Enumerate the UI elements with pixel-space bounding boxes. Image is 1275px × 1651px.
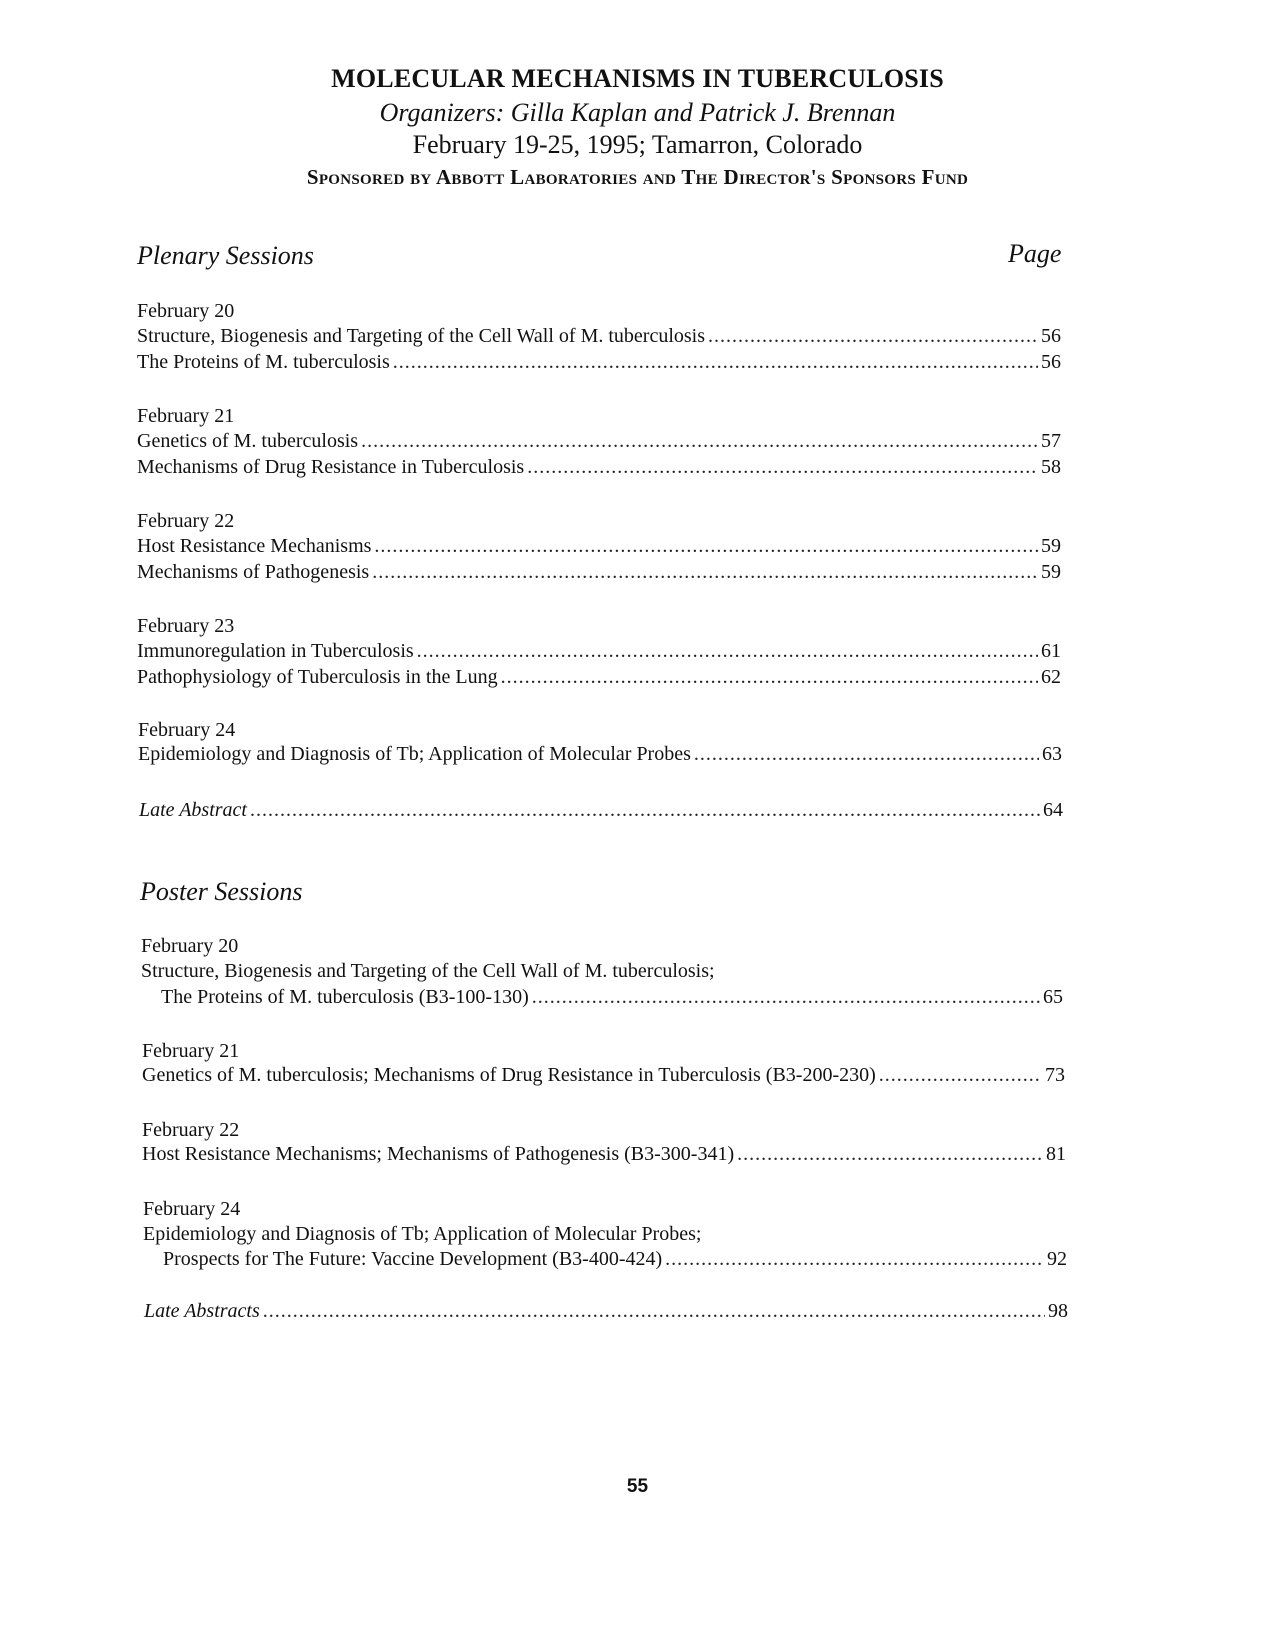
dot-leader — [393, 351, 1038, 374]
dot-leader — [665, 1248, 1044, 1271]
toc-entry-page: 92 — [1047, 1248, 1067, 1270]
dot-leader — [694, 743, 1039, 766]
toc-entry[interactable] — [163, 1248, 1067, 1271]
toc-entry[interactable] — [137, 430, 1061, 453]
toc-entry-title: Immunoregulation in Tuberculosis — [137, 640, 414, 662]
toc-entry-page: 63 — [1042, 743, 1062, 765]
dot-leader — [527, 456, 1038, 479]
toc-entry[interactable] — [137, 640, 1061, 663]
dot-leader — [374, 535, 1038, 558]
dot-leader — [361, 430, 1038, 453]
dot-leader — [250, 799, 1040, 822]
toc-entry-page: 62 — [1041, 666, 1061, 688]
plenary-sessions-heading: Plenary Sessions — [137, 241, 314, 270]
toc-entry-page: 59 — [1041, 535, 1061, 557]
toc-entry-page: 64 — [1043, 799, 1063, 821]
document-title: MOLECULAR MECHANISMS IN TUBERCULOSIS — [331, 64, 944, 93]
toc-entry-page: 56 — [1041, 351, 1061, 373]
toc-entry-late-abstracts[interactable] — [144, 1300, 1068, 1323]
plenary-date: February 24 — [138, 719, 236, 741]
dot-leader — [263, 1300, 1045, 1323]
dot-leader — [737, 1143, 1043, 1166]
plenary-date: February 22 — [137, 510, 235, 532]
toc-entry-page: 58 — [1041, 456, 1061, 478]
dot-leader — [879, 1064, 1042, 1087]
toc-entry[interactable] — [137, 535, 1061, 558]
toc-entry-page: 59 — [1041, 561, 1061, 583]
toc-entry-page: 73 — [1045, 1064, 1065, 1086]
toc-entry-page: 81 — [1046, 1143, 1066, 1165]
dot-leader — [417, 640, 1038, 663]
dot-leader — [372, 561, 1038, 584]
toc-entry-line: Epidemiology and Diagnosis of Tb; Application of Molecular Probes; — [143, 1223, 702, 1245]
toc-entry-title: Late Abstracts — [144, 1300, 260, 1322]
toc-entry[interactable] — [137, 666, 1061, 689]
poster-date: February 21 — [142, 1040, 240, 1062]
toc-entry-title: Mechanisms of Drug Resistance in Tuberculosis — [137, 456, 525, 478]
plenary-date: February 21 — [137, 405, 235, 427]
toc-entry-line: Structure, Biogenesis and Targeting of the Cell Wall of M. tuberculosis; — [141, 960, 715, 982]
date-location-line: February 19-25, 1995; Tamarron, Colorado — [412, 130, 863, 159]
poster-date: February 20 — [141, 935, 239, 957]
toc-entry-late-abstract[interactable] — [139, 799, 1063, 822]
poster-date: February 22 — [142, 1119, 240, 1141]
toc-entry[interactable] — [142, 1064, 1065, 1087]
poster-date: February 24 — [143, 1198, 241, 1220]
toc-entry[interactable] — [161, 986, 1063, 1009]
toc-entry-title: The Proteins of M. tuberculosis — [137, 351, 390, 373]
toc-entry-page: 56 — [1041, 325, 1061, 347]
page-column-heading: Page — [1008, 239, 1062, 268]
sponsor-line: Sponsored by Abbott Laboratories and The Director's Sponsors Fund — [306, 165, 969, 189]
plenary-date: February 20 — [137, 300, 235, 322]
toc-entry-page: 98 — [1048, 1300, 1068, 1322]
toc-entry-title: Pathophysiology of Tuberculosis in the Lung — [137, 666, 498, 688]
dot-leader — [708, 325, 1038, 348]
toc-entry[interactable] — [137, 351, 1061, 374]
toc-entry-page: 65 — [1043, 986, 1063, 1008]
toc-entry-title: Mechanisms of Pathogenesis — [137, 561, 370, 583]
poster-sessions-heading: Poster Sessions — [140, 877, 303, 906]
dot-leader — [501, 666, 1038, 689]
toc-entry[interactable] — [137, 456, 1061, 479]
toc-entry-title: Genetics of M. tuberculosis; Mechanisms of Drug Resistance in Tuberculosis (B3-200-230) — [142, 1064, 876, 1086]
toc-entry-title: Host Resistance Mechanisms — [137, 535, 372, 557]
toc-entry-title: Structure, Biogenesis and Targeting of the Cell Wall of M. tuberculosis — [137, 325, 706, 347]
toc-entry[interactable] — [137, 561, 1061, 584]
toc-entry-title: The Proteins of M. tuberculosis (B3-100-130) — [161, 986, 529, 1008]
toc-entry[interactable] — [137, 325, 1061, 348]
dot-leader — [532, 986, 1040, 1009]
toc-entry[interactable] — [138, 743, 1062, 766]
toc-entry-title: Prospects for The Future: Vaccine Development (B3-400-424) — [163, 1248, 663, 1270]
toc-entry-title: Epidemiology and Diagnosis of Tb; Application of Molecular Probes — [138, 743, 691, 765]
toc-entry-page: 61 — [1041, 640, 1061, 662]
toc-entry[interactable] — [142, 1143, 1066, 1166]
toc-entry-title: Host Resistance Mechanisms; Mechanisms of Pathogenesis (B3-300-341) — [142, 1143, 735, 1165]
toc-entry-title: Genetics of M. tuberculosis — [137, 430, 359, 452]
page-number: 55 — [626, 1476, 649, 1497]
toc-entry-title: Late Abstract — [139, 799, 247, 821]
toc-entry-page: 57 — [1041, 430, 1061, 452]
plenary-date: February 23 — [137, 615, 235, 637]
organizers-line: Organizers: Gilla Kaplan and Patrick J. Brennan — [379, 98, 896, 127]
